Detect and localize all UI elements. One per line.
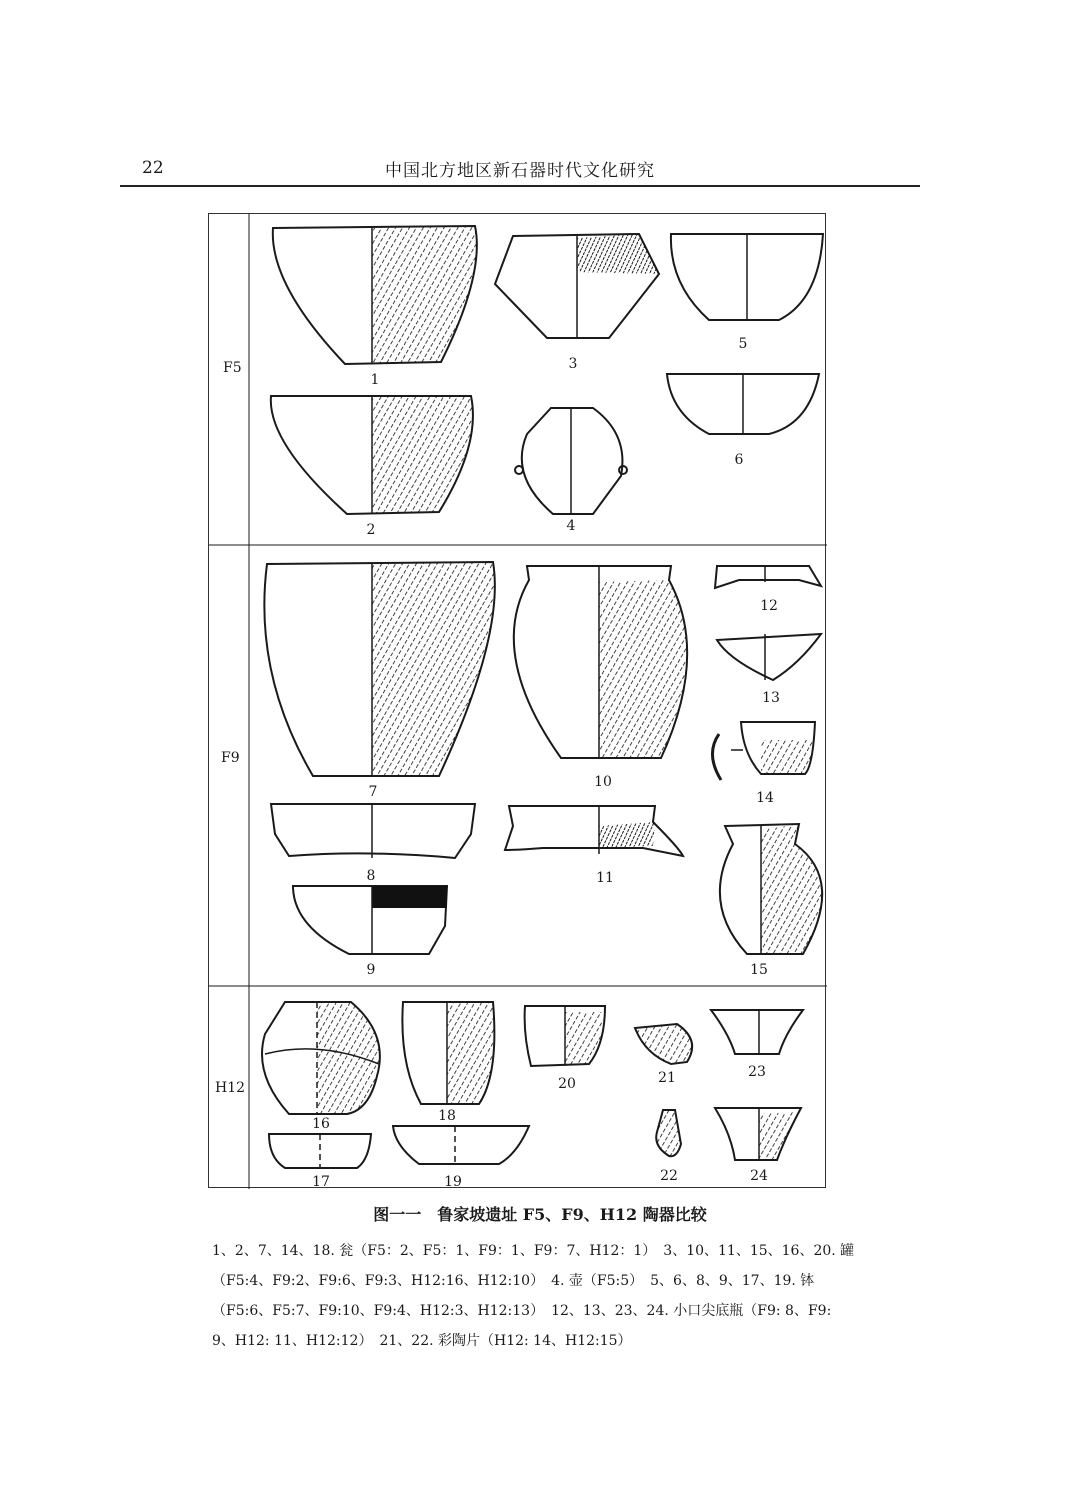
vessel-17-drawing: [269, 1134, 371, 1168]
figure-number-2: 2: [366, 522, 376, 538]
vessel-24-drawing: [715, 1108, 801, 1160]
figure-number-10: 10: [594, 774, 612, 790]
vessel-9-drawing: [293, 886, 447, 954]
group-label-f9: F9: [221, 750, 240, 766]
figure-caption-title: 图一一 鲁家坡遗址 F5、F9、H12 陶器比较: [373, 1205, 707, 1224]
vessel-4-drawing: [515, 408, 627, 514]
caption-line: 9、H12: 11、H12:12） 21、22. 彩陶片（H12: 14、H12:15）: [212, 1333, 632, 1349]
running-title: 中国北方地区新石器时代文化研究: [385, 161, 655, 181]
figure-number-23: 23: [748, 1064, 766, 1080]
vessel-22-drawing: [656, 1110, 681, 1156]
figure-number-4: 4: [566, 518, 576, 534]
vessel-1-drawing: [273, 226, 477, 364]
figure-number-20: 20: [558, 1076, 576, 1092]
figure-number-24: 24: [750, 1168, 768, 1184]
figure-number-17: 17: [312, 1174, 330, 1189]
page-number: 22: [142, 158, 164, 178]
group-label-f5: F5: [223, 360, 242, 376]
pottery-drawings: [209, 214, 827, 1189]
figure-number-7: 7: [368, 784, 378, 800]
vessel-14-drawing: [712, 722, 815, 780]
vessel-20-drawing: [525, 1006, 605, 1066]
figure-number-1: 1: [370, 372, 380, 388]
caption-line: （F5:4、F9:2、F9:6、F9:3、H12:16、H12:10） 4. 壶（F5:5） 5、6、8、9、17、19. 钵: [212, 1273, 815, 1289]
figure-number-22: 22: [660, 1168, 678, 1184]
vessel-13-drawing: [717, 634, 821, 680]
vessel-19-drawing: [393, 1126, 529, 1164]
caption-line: 1、2、7、14、18. 瓮（F5：2、F5：1、F9：1、F9：7、H12：1） 3、10、11、15、16、20. 罐: [212, 1243, 855, 1259]
figure-caption-text: [212, 1236, 855, 1356]
vessel-12-drawing: [715, 566, 821, 588]
vessel-5-drawing: [671, 234, 823, 320]
figure-number-12: 12: [760, 598, 778, 614]
figure-number-6: 6: [734, 452, 744, 468]
figure-number-14: 14: [756, 790, 774, 806]
figure-plate: [208, 213, 826, 1188]
header-rule: [120, 185, 920, 187]
figure-number-15: 15: [750, 962, 768, 978]
figure-number-16: 16: [312, 1116, 330, 1132]
vessel-6-drawing: [667, 374, 819, 434]
figure-number-8: 8: [366, 868, 376, 884]
vessel-15-drawing: [720, 824, 822, 954]
vessel-16-drawing: [262, 1002, 380, 1114]
figure-number-3: 3: [568, 356, 578, 372]
figure-number-21: 21: [658, 1070, 676, 1086]
vessel-3-drawing: [495, 234, 659, 338]
figure-number-18: 18: [438, 1108, 456, 1124]
figure-number-19: 19: [444, 1174, 462, 1189]
vessel-11-drawing: [505, 806, 683, 856]
figure-number-13: 13: [762, 690, 780, 706]
vessel-10-drawing: [514, 566, 687, 758]
figure-number-11: 11: [596, 870, 614, 886]
vessel-23-drawing: [711, 1010, 803, 1054]
figure-number-5: 5: [738, 336, 748, 352]
figure-number-9: 9: [366, 962, 376, 978]
vessel-18-drawing: [402, 1002, 494, 1104]
vessel-8-drawing: [271, 804, 475, 858]
caption-line: （F5:6、F5:7、F9:10、F9:4、H12:3、H12:13） 12、13、23、24. 小口尖底瓶（F9: 8、F9:: [212, 1303, 832, 1319]
vessel-21-drawing: [635, 1024, 692, 1064]
vessel-2-drawing: [271, 396, 473, 514]
group-label-h12: H12: [215, 1080, 246, 1096]
vessel-7-drawing: [264, 562, 494, 776]
